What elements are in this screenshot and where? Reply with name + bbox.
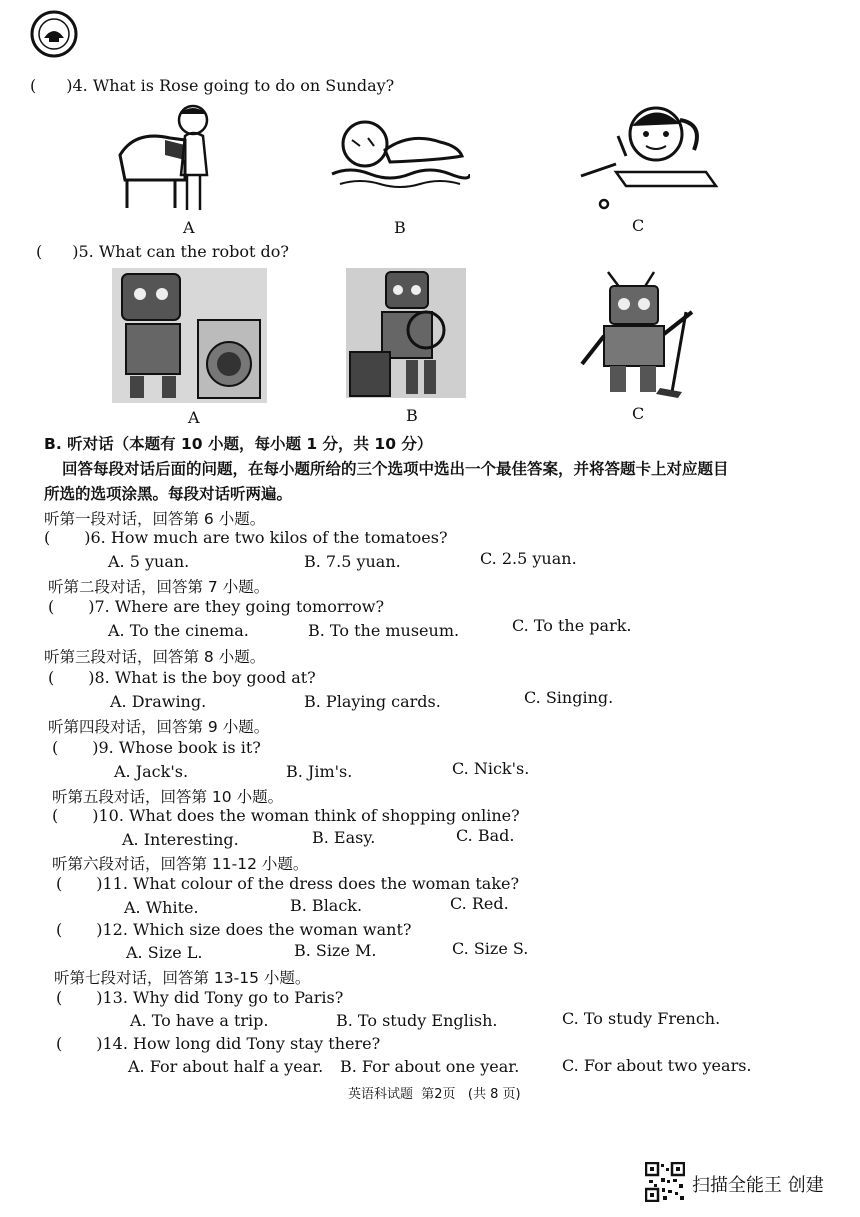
option-label: A (183, 218, 195, 237)
option-a: A. Drawing. (110, 692, 207, 711)
question-text: What does the woman think of shopping online? (129, 806, 520, 825)
question-number: )13. (96, 988, 128, 1007)
option-a: A. To have a trip. (130, 1011, 269, 1030)
option-b: B. Size M. (294, 941, 377, 960)
answer-paren-open: ( (56, 1034, 63, 1053)
answer-paren-open: ( (36, 242, 43, 261)
question-text: What is the boy good at? (114, 668, 316, 687)
question-text: Why did Tony go to Paris? (133, 988, 344, 1007)
section-b-title: B. 听对话（本题有 10 小题，每小题 1 分，共 10 分） (44, 435, 433, 453)
school-seal-icon (30, 10, 78, 58)
question-text: Where are they going tomorrow? (114, 597, 385, 616)
option-c: C. To the park. (512, 616, 632, 635)
dialogue-heading: 听第四段对话，回答第 9 小题。 (48, 718, 270, 736)
question-text: How much are two kilos of the tomatoes? (110, 528, 448, 547)
question-9 (52, 738, 261, 757)
answer-paren-open: ( (52, 806, 59, 825)
answer-paren-close: ) (72, 242, 79, 261)
question-5 (36, 242, 289, 261)
option-a: A. Interesting. (122, 830, 239, 849)
question-text: Which size does the woman want? (133, 920, 412, 939)
question-number: )6. (84, 528, 106, 547)
question-text: How long did Tony stay there? (133, 1034, 381, 1053)
answer-paren-open: ( (48, 597, 55, 616)
answer-paren-open: ( (44, 528, 51, 547)
section-b-instructions: 回答每段对话后面的问题，在每小题所给的三个选项中选出一个最佳答案，并将答题卡上对应题目 (62, 460, 729, 478)
option-a: A. White. (124, 898, 199, 917)
option-c: C. Size S. (452, 939, 529, 958)
girl-drawing-icon (576, 96, 726, 211)
question-14 (56, 1034, 380, 1053)
option-c: C. Singing. (524, 688, 614, 707)
robot-sweeping-icon (574, 268, 704, 398)
question-number: 5. (78, 242, 94, 261)
option-b: B. Playing cards. (304, 692, 441, 711)
option-a: A. 5 yuan. (108, 552, 190, 571)
option-a: A. For about half a year. (128, 1057, 324, 1076)
option-c: C. 2.5 yuan. (480, 549, 577, 568)
option-label: A (188, 408, 200, 427)
option-c: C. Nick's. (452, 759, 530, 778)
question-number: )14. (96, 1034, 128, 1053)
dialogue-heading: 听第五段对话，回答第 10 小题。 (52, 788, 284, 806)
question-13 (56, 988, 343, 1007)
question-7 (48, 597, 384, 616)
watermark-text: 扫描全能王 创建 (692, 1175, 824, 1196)
qr-code-icon (645, 1162, 685, 1202)
answer-paren-open: ( (30, 76, 37, 95)
answer-paren-open: ( (52, 738, 59, 757)
answer-paren-open: ( (56, 988, 63, 1007)
dialogue-heading: 听第七段对话，回答第 13-15 小题。 (54, 969, 311, 987)
answer-paren-close: ) (66, 76, 73, 95)
option-label: B (394, 218, 406, 237)
option-label: C (632, 216, 645, 235)
question-number: )10. (92, 806, 124, 825)
question-11 (56, 874, 519, 893)
option-a: A. To the cinema. (108, 621, 249, 640)
dialogue-heading: 听第二段对话，回答第 7 小题。 (48, 578, 270, 596)
question-8 (48, 668, 316, 687)
dialogue-heading: 听第六段对话，回答第 11-12 小题。 (52, 855, 309, 873)
question-number: )8. (88, 668, 110, 687)
girl-playing-piano-icon (115, 100, 225, 215)
question-6 (44, 528, 448, 547)
question-number: )11. (96, 874, 128, 893)
question-number: )12. (96, 920, 128, 939)
robot-washing-machine-icon (112, 268, 267, 403)
option-c: C. Bad. (456, 826, 515, 845)
option-c: C. Red. (450, 894, 509, 913)
question-text: What is Rose going to do on Sunday? (92, 76, 395, 95)
question-text: Whose book is it? (118, 738, 261, 757)
answer-paren-open: ( (56, 874, 63, 893)
question-number: )7. (88, 597, 110, 616)
option-b: B. Easy. (312, 828, 376, 847)
option-a: A. Size L. (126, 943, 203, 962)
answer-paren-open: ( (56, 920, 63, 939)
question-12 (56, 920, 411, 939)
dialogue-heading: 听第三段对话，回答第 8 小题。 (44, 648, 266, 666)
option-b: B. For about one year. (340, 1057, 520, 1076)
question-text: What colour of the dress does the woman take? (133, 874, 520, 893)
option-b: B. Black. (290, 896, 363, 915)
option-b: B. 7.5 yuan. (304, 552, 401, 571)
dialogue-heading: 听第一段对话，回答第 6 小题。 (44, 510, 266, 528)
option-c: C. For about two years. (562, 1056, 752, 1075)
option-label: B (406, 406, 418, 425)
option-label: C (632, 404, 645, 423)
option-b: B. Jim's. (286, 762, 353, 781)
page-number: 英语科试题 第2页 (共 8 页) (348, 1087, 521, 1102)
question-4 (30, 76, 394, 95)
option-c: C. To study French. (562, 1009, 721, 1028)
question-number: 4. (72, 76, 88, 95)
person-swimming-icon (330, 112, 470, 192)
option-a: A. Jack's. (114, 762, 189, 781)
question-10 (52, 806, 520, 825)
option-b: B. To the museum. (308, 621, 460, 640)
question-number: )9. (92, 738, 114, 757)
option-b: B. To study English. (336, 1011, 498, 1030)
section-b-instructions: 所选的选项涂黑。每段对话听两遍。 (44, 485, 293, 503)
robot-cooking-icon (346, 268, 466, 398)
question-text: What can the robot do? (98, 242, 289, 261)
answer-paren-open: ( (48, 668, 55, 687)
